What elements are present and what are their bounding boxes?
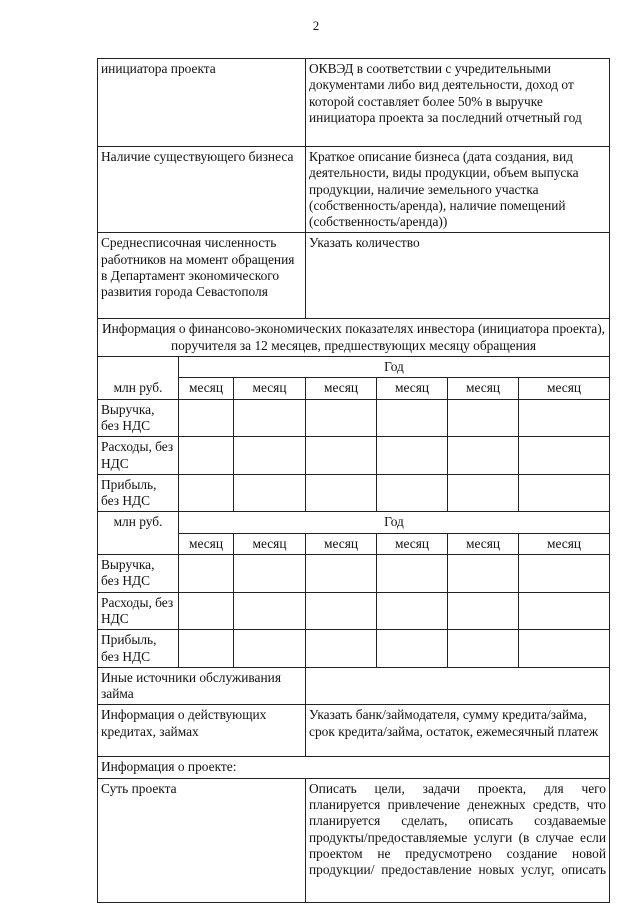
fin-value-cell[interactable] <box>519 555 610 593</box>
initiator-row <box>98 59 610 147</box>
fin-month-header: месяц <box>448 533 519 554</box>
fin-row-label: Расходы, без НДС <box>98 437 179 475</box>
fin-value-cell[interactable] <box>377 474 448 512</box>
headcount-value-text: Указать количество <box>306 233 610 319</box>
other-sources-row <box>98 667 610 705</box>
fin-unit-label: млн руб. <box>98 357 179 400</box>
fin-value-cell[interactable] <box>448 592 519 630</box>
fin-value-cell[interactable] <box>377 630 448 668</box>
fin-data-row <box>98 592 610 630</box>
fin-value-cell[interactable] <box>377 399 448 437</box>
credits-row <box>98 705 610 757</box>
fin-value-cell[interactable] <box>306 437 377 475</box>
fin-value-cell[interactable] <box>234 474 306 512</box>
fin-value-cell[interactable] <box>519 592 610 630</box>
fin-value-cell[interactable] <box>448 630 519 668</box>
fin-month-header: месяц <box>306 378 377 399</box>
fin-row-label: Прибыль, без НДС <box>98 474 179 512</box>
fin-data-row <box>98 555 610 593</box>
fin-value-cell[interactable] <box>179 592 234 630</box>
fin-month-header: месяц <box>306 533 377 554</box>
fin-value-cell[interactable] <box>377 592 448 630</box>
business-label: Наличие существующего бизнеса <box>98 147 306 233</box>
fin-year-row <box>98 357 610 378</box>
fin-value-cell[interactable] <box>179 474 234 512</box>
fin-row-label: Выручка, без НДС <box>98 399 179 437</box>
fin-month-header: месяц <box>234 378 306 399</box>
fin-value-cell[interactable] <box>234 592 306 630</box>
fin-value-cell[interactable] <box>519 399 610 437</box>
fin-row-label: Прибыль, без НДС <box>98 630 179 668</box>
fin-value-cell[interactable] <box>234 630 306 668</box>
fin-value-cell[interactable] <box>306 592 377 630</box>
fin-value-cell[interactable] <box>234 399 306 437</box>
fin-value-cell[interactable] <box>306 399 377 437</box>
fin-value-cell[interactable] <box>306 474 377 512</box>
fin-year-header: Год <box>179 357 610 378</box>
initiator-okved-text: ОКВЭД в соответствии с учредительными документами либо вид деятельности, доход от которой составляет более 50% в выручке инициатора проекта за последний отчетный год <box>306 59 610 147</box>
fin-value-cell[interactable] <box>179 555 234 593</box>
fin-value-cell[interactable] <box>448 474 519 512</box>
business-description-text: Краткое описание бизнеса (дата создания, вид деятельности, виды продукции, объем выпуска продукции, наличие земельного участка (собственность/аренда), наличие помещений (собственность/аренда)) <box>306 147 610 233</box>
fin-value-cell[interactable] <box>448 399 519 437</box>
project-essence-row <box>98 778 610 902</box>
fin-value-cell[interactable] <box>306 630 377 668</box>
fin-month-header: месяц <box>448 378 519 399</box>
fin-unit-label: млн руб. <box>98 512 179 555</box>
fin-month-header: месяц <box>179 533 234 554</box>
page-number: 2 <box>312 18 320 33</box>
fin-value-cell[interactable] <box>179 630 234 668</box>
credits-instruction-text: Указать банк/займодателя, сумму кредита/займа, срок кредита/займа, остаток, ежемесячный платеж <box>306 705 610 757</box>
fin-value-cell[interactable] <box>519 437 610 475</box>
financial-indicators <box>98 357 610 668</box>
fin-value-cell[interactable] <box>179 437 234 475</box>
initiator-label: инициатора проекта <box>98 59 306 147</box>
fin-value-cell[interactable] <box>306 555 377 593</box>
financial-header: Информация о финансово-экономических показателях инвестора (инициатора проекта), поручителя за 12 месяцев, предшествующих месяцу обращения <box>98 319 610 357</box>
fin-month-header: месяц <box>519 378 610 399</box>
fin-value-cell[interactable] <box>448 437 519 475</box>
fin-data-row <box>98 399 610 437</box>
fin-value-cell[interactable] <box>519 630 610 668</box>
project-essence-label: Суть проекта <box>98 778 306 902</box>
fin-year-header: Год <box>179 512 610 533</box>
fin-year-row <box>98 512 610 533</box>
financial-header-row <box>98 319 610 357</box>
fin-month-header: месяц <box>377 378 448 399</box>
fin-month-header: месяц <box>234 533 306 554</box>
fin-value-cell[interactable] <box>377 555 448 593</box>
application-form-table <box>97 58 610 903</box>
headcount-row <box>98 233 610 319</box>
other-sources-value <box>306 667 610 705</box>
fin-data-row <box>98 474 610 512</box>
fin-value-cell[interactable] <box>377 437 448 475</box>
fin-month-header: месяц <box>377 533 448 554</box>
fin-row-label: Расходы, без НДС <box>98 592 179 630</box>
headcount-label: Среднесписочная численность работников на момент обращения в Департамент экономического развития города Севастополя <box>98 233 306 319</box>
fin-data-row <box>98 437 610 475</box>
project-info-row <box>98 757 610 778</box>
fin-month-header: месяц <box>519 533 610 554</box>
credits-label: Информация о действующих кредитах, займах <box>98 705 306 757</box>
fin-row-label: Выручка, без НДС <box>98 555 179 593</box>
business-row <box>98 147 610 233</box>
fin-value-cell[interactable] <box>234 437 306 475</box>
project-essence-text: Описать цели, задачи проекта, для чего планируется привлечение денежных средств, что планируется сделать, описать создаваемые продукты/предоставляемые услуги (в случае если проектом не предусмотрено создание новой продукции/ предоставление новых услуг, описать <box>306 778 610 902</box>
fin-value-cell[interactable] <box>519 474 610 512</box>
fin-month-header: месяц <box>179 378 234 399</box>
fin-value-cell[interactable] <box>179 399 234 437</box>
fin-data-row <box>98 630 610 668</box>
project-info-heading: Информация о проекте: <box>98 757 610 778</box>
fin-value-cell[interactable] <box>448 555 519 593</box>
other-sources-label: Иные источники обслуживания займа <box>98 667 306 705</box>
fin-value-cell[interactable] <box>234 555 306 593</box>
